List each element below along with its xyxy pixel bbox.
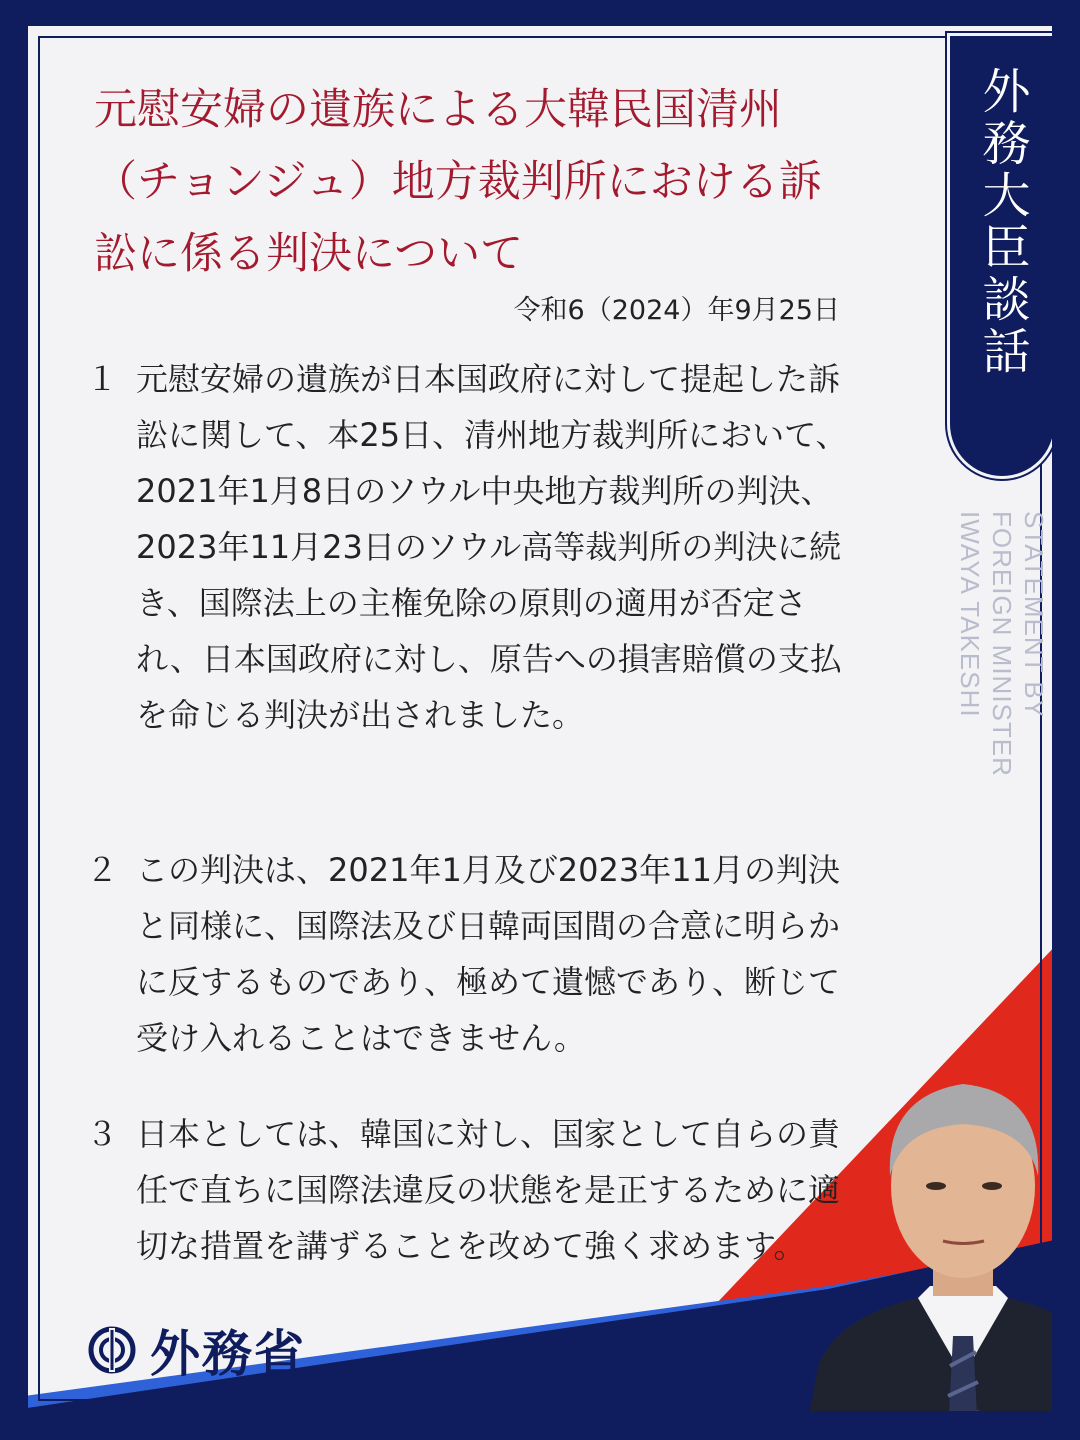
ministry-logo — [88, 1314, 306, 1386]
statement-date: 令和6（2024）年9月25日 — [513, 295, 840, 326]
minister-portrait — [798, 1036, 1052, 1411]
minister-statement-tab — [950, 36, 1052, 476]
tab-label: 外務大臣談話 — [974, 66, 1030, 378]
ministry-emblem-icon — [88, 1326, 136, 1374]
statement-card — [28, 26, 1052, 1411]
paragraph-1 — [68, 351, 868, 743]
statement-title: 元慰安婦の遺族による大韓民国清州（チョンジュ）地方裁判所における訴訟に係る判決について — [94, 85, 822, 279]
paragraph-text: 日本としては、韓国に対し、国家として自らの責任で直ちに国際法違反の状態を是正するために適切な措置を講ずることを改めて強く求めます。 — [136, 1115, 841, 1265]
paragraph-3 — [68, 1106, 868, 1274]
paragraph-number: ２ — [85, 851, 118, 889]
english-subtitle: STATEMENT BY FOREIGN MINISTER IWAYA TAKESHI — [955, 511, 1049, 777]
paragraph-text: この判決は、2021年1月及び2023年11月の判決と同様に、国際法及び日韓両国間の合意に明らかに反するものであり、極めて遺憾であり、断じて受け入れることはできません。 — [136, 851, 841, 1057]
paragraph-text: 元慰安婦の遺族が日本国政府に対して提起した訴訟に関して、本25日、清州地方裁判所において、2021年1月8日のソウル中央地方裁判所の判決、2023年11月23日のソウル高等裁判所の判決に続き、国際法上の主権免除の原則の適用が否定され、日本国政府に対し、原告への損害賠償の支払を命じる判決が出されました。 — [136, 360, 848, 734]
ministry-name: 外務省 — [150, 1325, 306, 1383]
paragraph-number: ３ — [85, 1115, 118, 1153]
paragraph-2 — [68, 842, 868, 1066]
paragraph-number: １ — [85, 360, 118, 398]
